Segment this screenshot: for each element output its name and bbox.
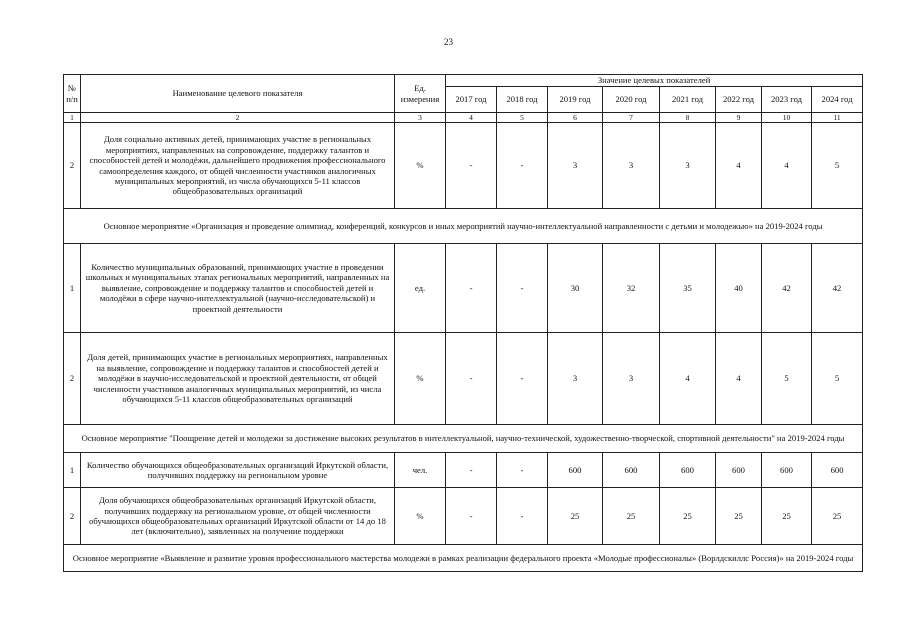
indicator-value: -: [497, 244, 548, 333]
header-year: 2017 год: [446, 87, 497, 113]
indicator-value: 600: [548, 453, 603, 488]
row-number: 2: [64, 123, 81, 209]
header-name: Наименование целевого показателя: [81, 75, 395, 113]
indicator-value: 4: [716, 333, 762, 425]
column-number: 1: [64, 113, 81, 123]
column-number: 10: [762, 113, 812, 123]
indicator-value: 4: [660, 333, 716, 425]
header-year: 2019 год: [548, 87, 603, 113]
section-title: Основное мероприятие «Выявление и развитие уровня профессионального мастерства молодежи в рамках реализации федерального проекта «Молодые профессионалы» (Ворлдскиллс Россия)» на 2019-2024 годы: [64, 545, 863, 572]
indicator-value: -: [497, 488, 548, 545]
section-row: [64, 209, 863, 244]
column-number: 2: [81, 113, 395, 123]
indicator-value: 25: [716, 488, 762, 545]
header-values-group: Значение целевых показателей: [446, 75, 863, 87]
header-num: № п/п: [64, 75, 81, 113]
indicator-value: 40: [716, 244, 762, 333]
column-number: 6: [548, 113, 603, 123]
indicator-value: -: [446, 123, 497, 209]
indicator-value: 25: [812, 488, 863, 545]
row-number: 1: [64, 453, 81, 488]
header-year: 2023 год: [762, 87, 812, 113]
indicator-name: Количество обучающихся общеобразовательных организаций Иркутской области, получивших поддержку на региональном уровне: [81, 453, 395, 488]
header-unit: Ед. измерения: [395, 75, 446, 113]
indicator-unit: %: [395, 333, 446, 425]
indicator-value: 600: [660, 453, 716, 488]
indicator-unit: ед.: [395, 244, 446, 333]
section-title: Основное мероприятие «Организация и проведение олимпиад, конференций, конкурсов и иных мероприятий научно-интеллектуальной направленности с детьми и молодежью» на 2019-2024 годы: [64, 209, 863, 244]
header-year: 2024 год: [812, 87, 863, 113]
indicator-value: -: [446, 333, 497, 425]
indicator-value: 4: [762, 123, 812, 209]
section-title: Основное мероприятие "Поощрение детей и молодежи за достижение высоких результатов в интеллектуальной, научно-технической, художественно-творческой, спортивной деятельности" на 2019-2024 годы: [64, 425, 863, 453]
page-number: 23: [444, 37, 453, 47]
indicator-value: 25: [660, 488, 716, 545]
indicator-value: 5: [812, 123, 863, 209]
section-row: [64, 545, 863, 572]
indicator-value: 600: [603, 453, 660, 488]
header-year: 2020 год: [603, 87, 660, 113]
indicator-value: 5: [762, 333, 812, 425]
indicator-value: 25: [762, 488, 812, 545]
indicator-value: 5: [812, 333, 863, 425]
indicator-value: 4: [716, 123, 762, 209]
indicator-value: 3: [548, 123, 603, 209]
indicator-unit: %: [395, 123, 446, 209]
indicator-value: 35: [660, 244, 716, 333]
header-row-1: [64, 75, 863, 87]
indicator-value: 25: [603, 488, 660, 545]
header-year: 2021 год: [660, 87, 716, 113]
indicator-value: 42: [762, 244, 812, 333]
indicator-unit: %: [395, 488, 446, 545]
column-number: 7: [603, 113, 660, 123]
indicator-row: [64, 453, 863, 488]
indicator-value: -: [497, 123, 548, 209]
column-number: 5: [497, 113, 548, 123]
indicator-value: 32: [603, 244, 660, 333]
header-year: 2018 год: [497, 87, 548, 113]
column-number: 9: [716, 113, 762, 123]
column-number-row: [64, 113, 863, 123]
indicator-value: 3: [603, 333, 660, 425]
row-number: 2: [64, 488, 81, 545]
indicator-name: Доля детей, принимающих участие в региональных мероприятиях, направленных на выявление, сопровождение и поддержку талантов и способностей детей и молодёжи в научно-исследовательской и проектной деятельности, от общей численности участников аналогичных муниципальных мероприятий, из числа обучающихся 5-11 классов общеобразовательных организаций: [81, 333, 395, 425]
indicator-value: -: [446, 488, 497, 545]
indicator-row: [64, 488, 863, 545]
section-row: [64, 425, 863, 453]
indicator-value: 600: [812, 453, 863, 488]
indicator-value: 600: [716, 453, 762, 488]
indicator-value: 30: [548, 244, 603, 333]
indicator-unit: чел.: [395, 453, 446, 488]
row-number: 1: [64, 244, 81, 333]
column-number: 8: [660, 113, 716, 123]
indicator-value: -: [446, 244, 497, 333]
indicator-value: -: [497, 333, 548, 425]
column-number: 11: [812, 113, 863, 123]
indicator-value: 25: [548, 488, 603, 545]
indicator-value: -: [497, 453, 548, 488]
indicator-value: -: [446, 453, 497, 488]
indicator-value: 3: [660, 123, 716, 209]
indicator-row: [64, 244, 863, 333]
indicator-name: Количество муниципальных образований, принимающих участие в проведении школьных и муниципальных этапах региональных мероприятий, направленных на выявление, сопровождение и поддержку талантов и способностей детей и молодёжи в сфере научно-интеллектуальной (научно-исследовательской) и проектной деятельности: [81, 244, 395, 333]
row-number: 2: [64, 333, 81, 425]
target-indicators-table: [63, 74, 863, 572]
indicator-value: 3: [548, 333, 603, 425]
indicator-value: 42: [812, 244, 863, 333]
indicator-value: 3: [603, 123, 660, 209]
indicator-row: [64, 333, 863, 425]
indicator-name: Доля социально активных детей, принимающих участие в региональных мероприятиях, направленных на сопровождение, поддержку талантов и способностей детей и молодёжи, дальнейшего продвижения профессионального самоопределения каждого, от общей численности участников аналогичных муниципальных мероприятий, из числа обучающихся 5-11 классов общеобразовательных организаций: [81, 123, 395, 209]
column-number: 3: [395, 113, 446, 123]
indicator-row: [64, 123, 863, 209]
column-number: 4: [446, 113, 497, 123]
indicator-name: Доля обучающихся общеобразовательных организаций Иркутской области, получивших поддержку на региональном уровне, от общей численности обучающихся общеобразовательных организаций Иркутской области от 14 до 18 лет (включительно), заявленных на получение поддержки: [81, 488, 395, 545]
header-year: 2022 год: [716, 87, 762, 113]
indicator-value: 600: [762, 453, 812, 488]
